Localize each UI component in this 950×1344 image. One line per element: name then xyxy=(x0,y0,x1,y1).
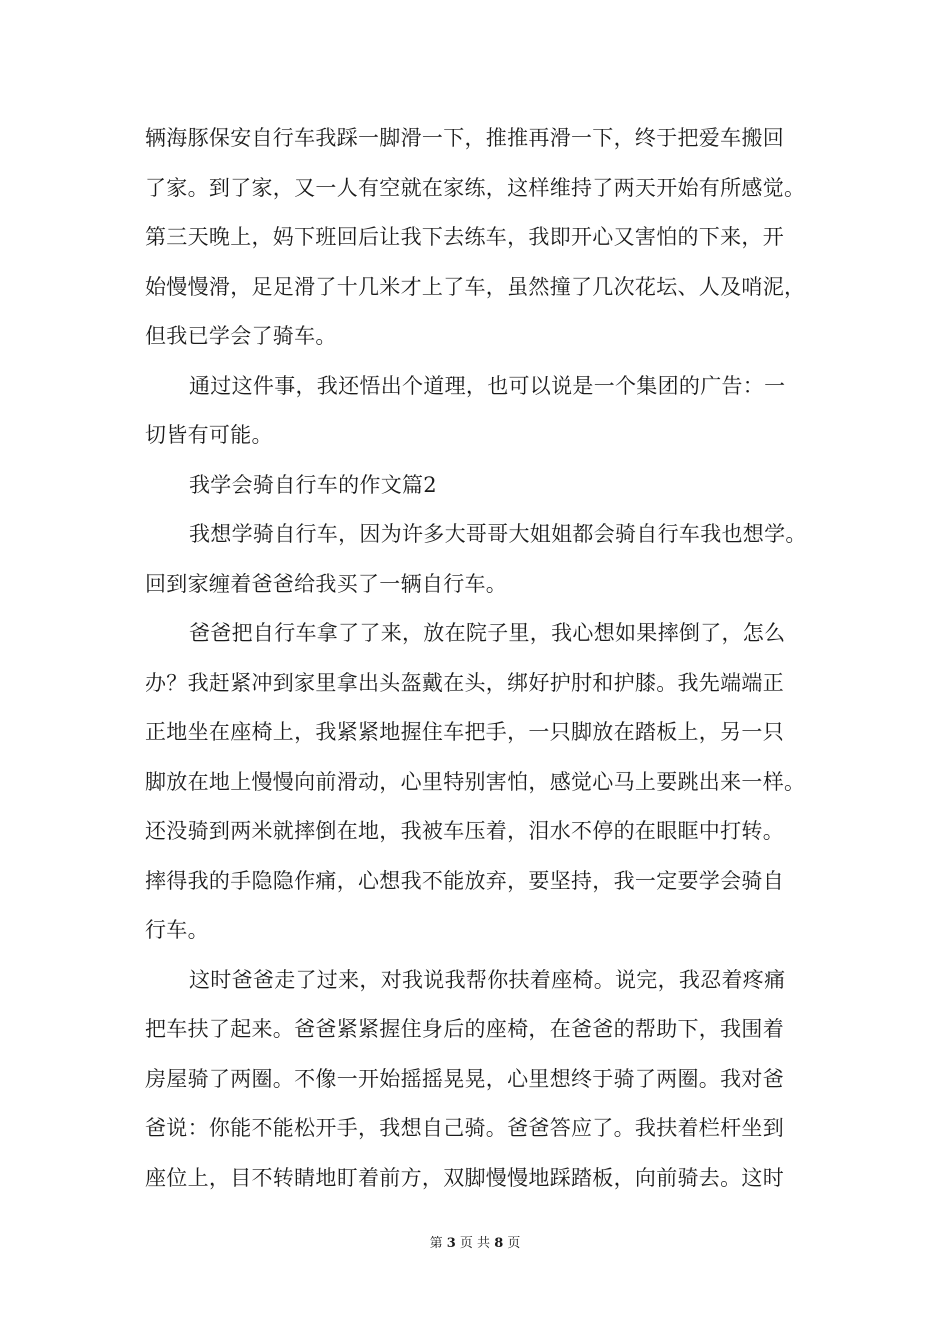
footer-prefix: 第 xyxy=(429,1236,443,1251)
current-page-number: 3 xyxy=(446,1236,456,1251)
text-line: 行车。 xyxy=(145,918,209,942)
footer-middle: 页 共 xyxy=(459,1236,491,1251)
text-line: 始慢慢滑，足足滑了十几米才上了车，虽然撞了几次花坛、人及哨泥， xyxy=(145,274,806,299)
total-page-number: 8 xyxy=(494,1236,504,1251)
text-line: 把车扶了起来。爸爸紧紧握住身后的座椅，在爸爸的帮助下，我围着 xyxy=(145,1017,784,1041)
text-line: 但我已学会了骑车。 xyxy=(145,324,337,348)
text-line: 正地坐在座椅上，我紧紧地握住车把手，一只脚放在踏板上，另一只 xyxy=(145,720,784,744)
text-line: 了家。到了家，又一人有空就在家练，这样维持了两天开始有所感觉。 xyxy=(145,175,806,200)
text-line: 爸爸把自行车拿了了来，放在院子里，我心想如果摔倒了，怎么 xyxy=(189,621,786,645)
footer-suffix: 页 xyxy=(507,1236,521,1251)
text-line: 脚放在地上慢慢向前滑动，心里特别害怕，感觉心马上要跳出来一样。 xyxy=(145,769,806,794)
text-line: 办？我赶紧冲到家里拿出头盔戴在头，绑好护肘和护膝。我先端端正 xyxy=(145,670,784,695)
text-line: 辆海豚保安自行车我踩一脚滑一下，推推再滑一下，终于把爱车搬回 xyxy=(145,126,784,150)
text-line: 我学会骑自行车的作文篇2 xyxy=(189,472,437,497)
text-line: 还没骑到两米就摔倒在地，我被车压着，泪水不停的在眼眶中打转。 xyxy=(145,819,784,843)
text-line: 房屋骑了两圈。不像一开始摇摇晃晃，心里想终于骑了两圈。我对爸 xyxy=(145,1066,784,1091)
text-line: 回到家缠着爸爸给我买了一辆自行车。 xyxy=(145,571,508,596)
text-line: 座位上，目不转睛地盯着前方，双脚慢慢地踩踏板，向前骑去。这时 xyxy=(145,1165,784,1190)
text-line: 摔得我的手隐隐作痛，心想我不能放弃，要坚持，我一定要学会骑自 xyxy=(145,868,784,893)
text-line: 第三天晚上，妈下班回后让我下去练车，我即开心又害怕的下来，开 xyxy=(145,225,784,249)
text-line: 爸说：你能不能松开手，我想自己骑。爸爸答应了。我扶着栏杆坐到 xyxy=(145,1116,784,1140)
text-line: 通过这件事，我还悟出个道理，也可以说是一个集团的广告：一 xyxy=(189,373,786,398)
text-line: 切皆有可能。 xyxy=(145,423,273,447)
text-line: 我想学骑自行车，因为许多大哥哥大姐姐都会骑自行车我也想学。 xyxy=(189,522,807,546)
body-text xyxy=(145,114,815,1203)
text-line: 这时爸爸走了过来，对我说我帮你扶着座椅。说完，我忍着疼痛 xyxy=(189,967,786,992)
page-footer xyxy=(0,1232,950,1251)
